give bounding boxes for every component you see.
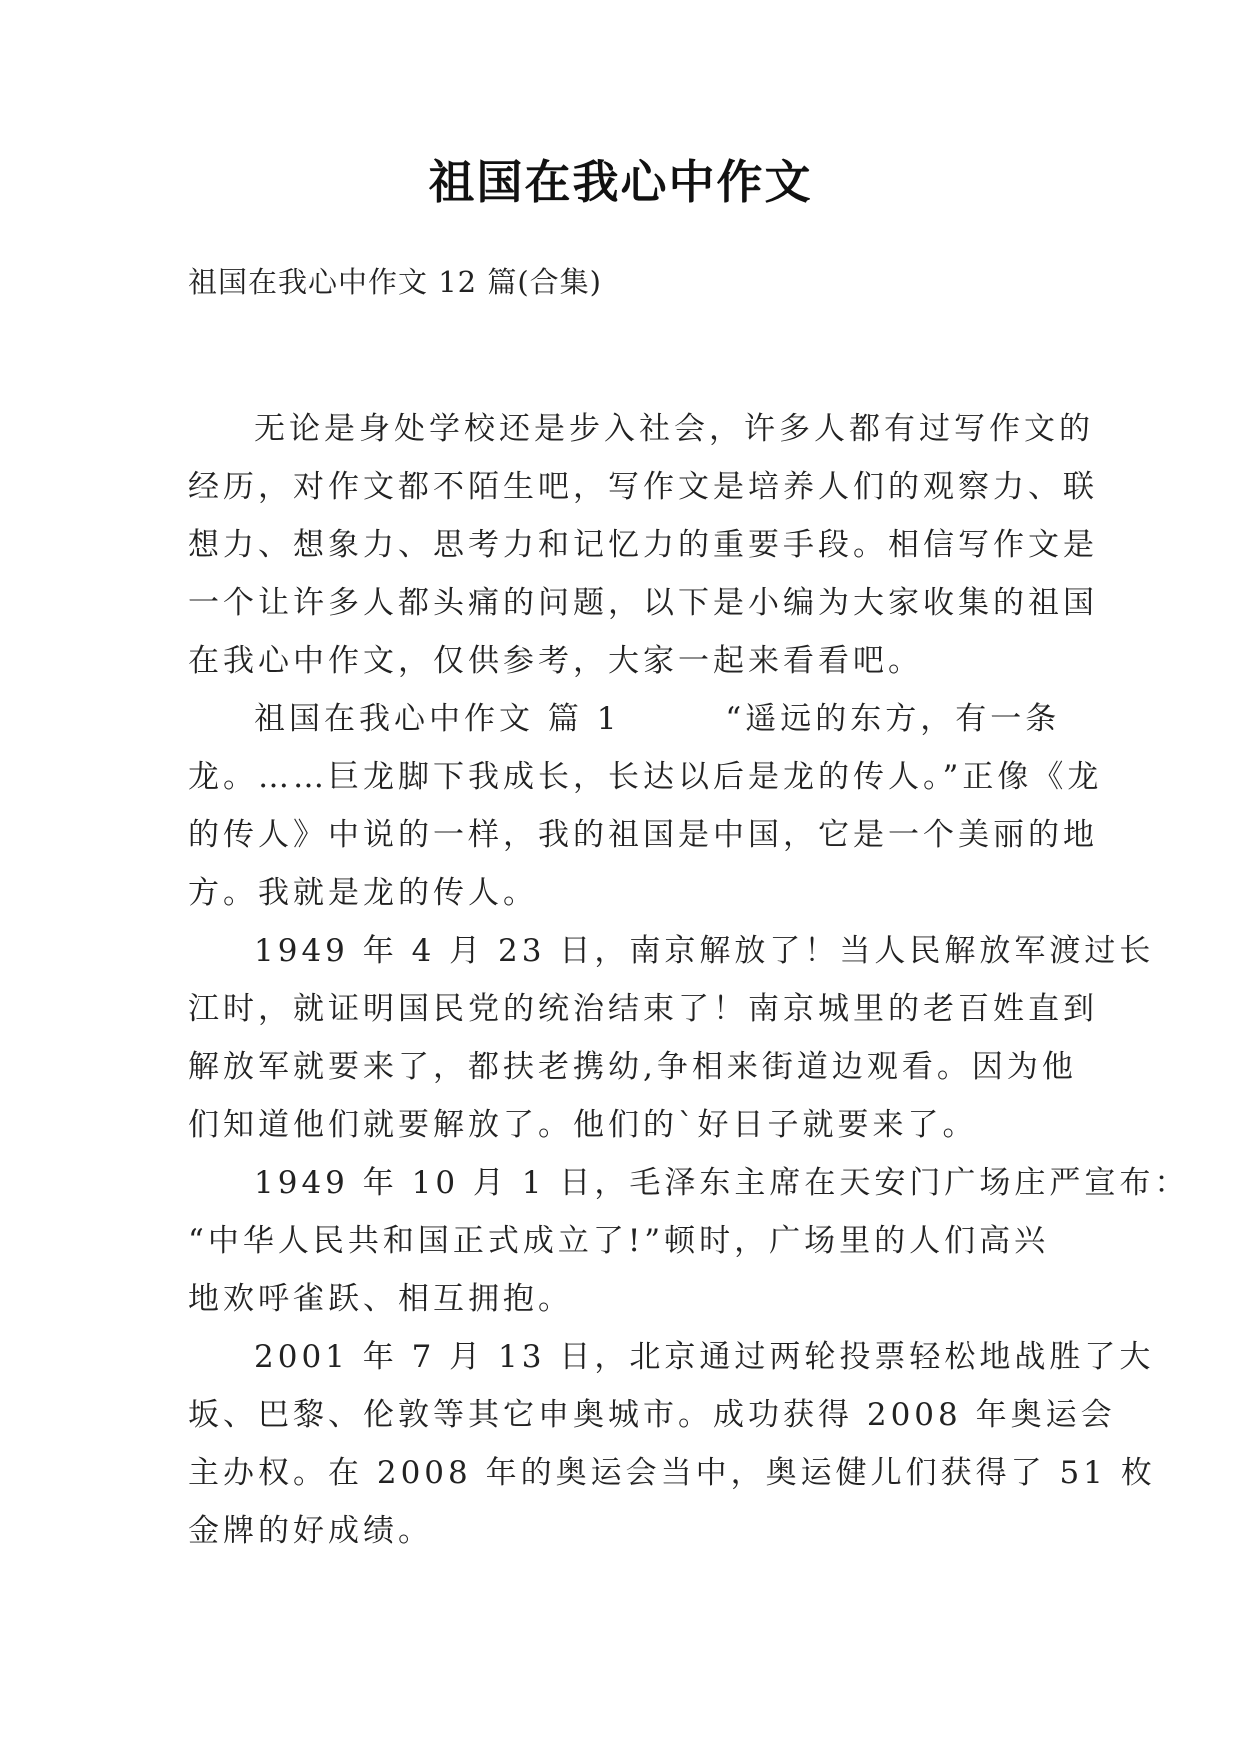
paragraph-line: 想力、想象力、思考力和记忆力的重要手段。相信写作文是	[188, 527, 1098, 563]
paragraph-line: 方。我就是龙的传人。	[188, 875, 538, 911]
document-subtitle: 祖国在我心中作文 12 篇(合集)	[188, 265, 602, 299]
paragraph-line: 1949 年 4 月 23 日，南京解放了！当人民解放军渡过长	[254, 933, 1155, 969]
paragraph-line: 龙。……巨龙脚下我成长，长达以后是龙的传人。”正像《龙	[188, 759, 1103, 795]
paragraph-line: 解放军就要来了，都扶老携幼,争相来街道边观看。因为他	[188, 1049, 1077, 1085]
paragraph-line: 2001 年 7 月 13 日，北京通过两轮投票轻松地战胜了大	[254, 1339, 1155, 1375]
paragraph-line: “中华人民共和国正式成立了!”顿时，广场里的人们高兴	[188, 1223, 1050, 1259]
paragraph-line: 一个让许多人都头痛的问题，以下是小编为大家收集的祖国	[188, 585, 1098, 621]
paragraph-line: 祖国在我心中作文 篇 1 “遥远的东方，有一条	[254, 701, 1061, 737]
paragraph-line: 坂、巴黎、伦敦等其它申奥城市。成功获得 2008 年奥运会	[188, 1397, 1116, 1433]
paragraph-line: 主办权。在 2008 年的奥运会当中，奥运健儿们获得了 51 枚	[188, 1455, 1156, 1491]
document-body	[188, 400, 1190, 1560]
paragraph-line: 在我心中作文，仅供参考，大家一起来看看吧。	[188, 643, 923, 679]
paragraph-line: 们知道他们就要解放了。他们的`好日子就要来了。	[188, 1107, 978, 1143]
paragraph-line: 经历，对作文都不陌生吧，写作文是培养人们的观察力、联	[188, 469, 1098, 505]
paragraph-line: 地欢呼雀跃、相互拥抱。	[188, 1281, 573, 1317]
paragraph-line: 1949 年 10 月 1 日，毛泽东主席在天安门广场庄严宣布：	[254, 1165, 1190, 1201]
document-title: 祖国在我心中作文	[428, 155, 813, 209]
paragraph-line: 金牌的好成绩。	[188, 1513, 433, 1549]
paragraph-line: 无论是身处学校还是步入社会，许多人都有过写作文的	[254, 411, 1094, 447]
paragraph-line: 江时，就证明国民党的统治结束了！南京城里的老百姓直到	[188, 991, 1098, 1027]
paragraph-line: 的传人》中说的一样，我的祖国是中国，它是一个美丽的地	[188, 817, 1098, 853]
